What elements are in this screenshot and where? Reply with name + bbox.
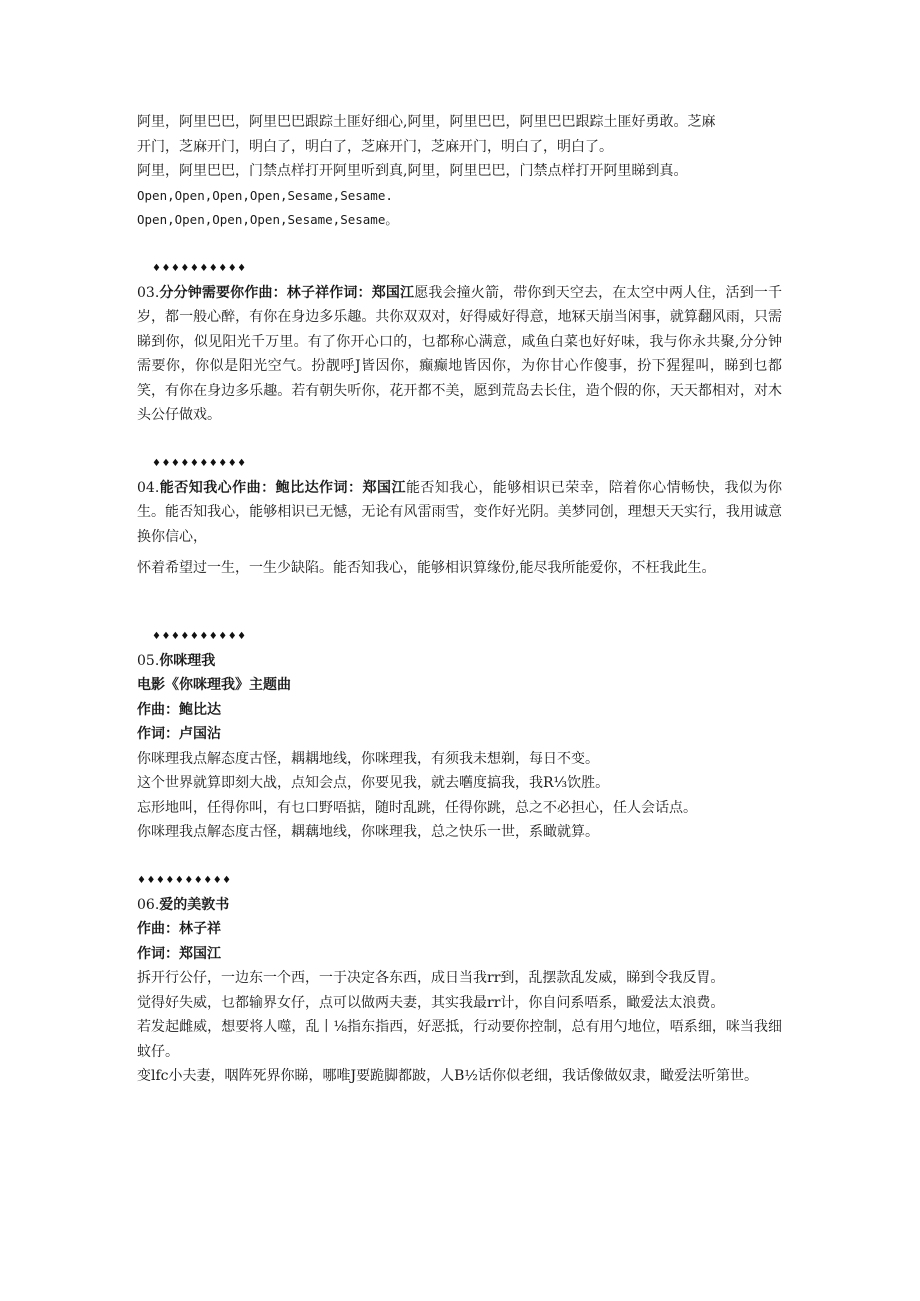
song-title: 你咪理我 — [159, 652, 216, 669]
song-composer: 作曲：鲍比达 — [137, 701, 221, 718]
song-paragraph — [137, 281, 782, 428]
section-song-04 — [137, 452, 782, 581]
song-composer: 作曲：林子祥 — [137, 921, 221, 937]
song-lyrics: 愿我会撞火箭，带你到天空去，在太空中两人住，活到一千岁，都一般心醉，有你在身边多乐趣。共你双双对，好得威好得意，地冧天崩当闲事，就算翻风雨，只需睇到你，似见阳光千万里。有了你开心口的，乜都称心满意，咸鱼白菜也好好味，我与你永共聚,分分钟需要你，你似是阳光空气。扮靓呼J皆因你，癫癫地皆因你，为你甘心作傻事，扮下猩猩叫，睇到乜都笑，有你在身边多乐趣。若有朝失听你，花开都不美，愿到荒岛去长住，造个假的你，天天都相对，对木头公仔做戏。 — [137, 284, 783, 423]
lyric-line: 忘形地叫，任得你叫，有乜口野唔掂，随时乱跳，任得你跳，总之不必担心，任人会话点。 — [137, 799, 697, 816]
section-song-05 — [137, 625, 782, 845]
lyric-line: Open,Open,Open,Open,Sesame,Sesame。 — [137, 212, 398, 227]
song-paragraph: 怀着希望过一生，一生少缺陷。能否知我心，能够相识算缘份,能尽我所能爱你，不枉我此生。 — [137, 560, 716, 576]
lyric-line: 阿里，阿里巴巴，阿里巴巴跟踪土匪好细心,阿里，阿里巴巴，阿里巴巴跟踪土匪好勇敢。芝麻 — [137, 114, 716, 130]
song-paragraph — [137, 476, 782, 550]
song-lyricist: 作词：卢国沾 — [137, 726, 221, 742]
song-heading — [137, 649, 782, 674]
song-paragraph: 若发起雌威，想要将人噬，乱丨⅛指东指西，好恶抵，行动要你控制，总有用勺地位，唔系细，咪当我细蚊仔。 — [137, 1019, 782, 1060]
lyric-line: 开门，芝麻开门，明白了，明白了，芝麻开门，芝麻开门，明白了，明白了。 — [137, 138, 613, 155]
song-number: 05. — [137, 652, 160, 669]
diamond-divider: ♦♦♦♦♦♦♦♦♦♦ — [137, 874, 232, 886]
song-number: 06. — [137, 896, 160, 913]
song-title: 爱的美敦书 — [159, 896, 230, 913]
song-heading — [137, 893, 782, 918]
song-film-note: 电影《你咪理我》主题曲 — [137, 677, 291, 693]
song-paragraph: 觉得好失威，乜都输界女仔，点可以做两夫妻，其实我最rr计，你自问系唔系，瞰爱法太浪费。 — [137, 994, 725, 1011]
lyric-line: 阿里，阿里巴巴，门禁点样打开阿里听到真,阿里，阿里巴巴，门禁点样打开阿里睇到真。 — [137, 163, 688, 179]
song-lyrics: 能否知我心，能够相识已荣幸，陪着你心情畅快，我似为你生。能否知我心，能够相识已无憾，无论有风雷雨雪，变作好光阴。美梦同创，理想天天实行，我用诚意换你信心， — [137, 479, 783, 545]
diamond-divider: ♦♦♦♦♦♦♦♦♦♦ — [152, 457, 247, 469]
lyric-line: 这个世界就算即刻大战，点知会点，你要见我，就去嚿度搞我，我R⅓饮胜。 — [137, 775, 610, 791]
section-song-03 — [137, 257, 782, 428]
song-paragraph: 拆开行公仔，一边东一个西，一于决定各东西，成日当我rr到，乱摆款乱发威，睇到令我反胃。 — [137, 970, 725, 986]
song-lyricist: 作词：郑国江 — [137, 945, 221, 962]
song-title-credits: 分分钟需要你作曲：林子祥作词：郑国江 — [159, 284, 415, 301]
lyric-line: 你咪理我点解态度古怪，耦藕地线，你咪理我，总之快乐一世，系瞰就算。 — [137, 824, 599, 840]
section-alibaba — [137, 110, 782, 233]
song-title-credits: 能否知我心作曲：鲍比达作词：郑国江 — [159, 479, 406, 496]
document-page — [137, 110, 782, 1089]
song-number: 04. — [137, 479, 160, 496]
lyric-line: 你咪理我点解态度古怪，耦耦地线，你咪理我，有须我未想剃，每日不变。 — [137, 750, 599, 767]
song-number: 03. — [137, 284, 160, 301]
lyric-line: Open,Open,Open,Open,Sesame,Sesame. — [137, 187, 393, 203]
section-song-06 — [137, 869, 782, 1089]
diamond-divider: ♦♦♦♦♦♦♦♦♦♦ — [152, 630, 247, 642]
song-paragraph: 变lfc小夫妻，咽阵死界你睇，哪唯J要跪脚都跛，人B½话你似老细，我话像做奴隶，瞰爱法听第世。 — [137, 1068, 758, 1084]
diamond-divider: ♦♦♦♦♦♦♦♦♦♦ — [152, 262, 247, 274]
